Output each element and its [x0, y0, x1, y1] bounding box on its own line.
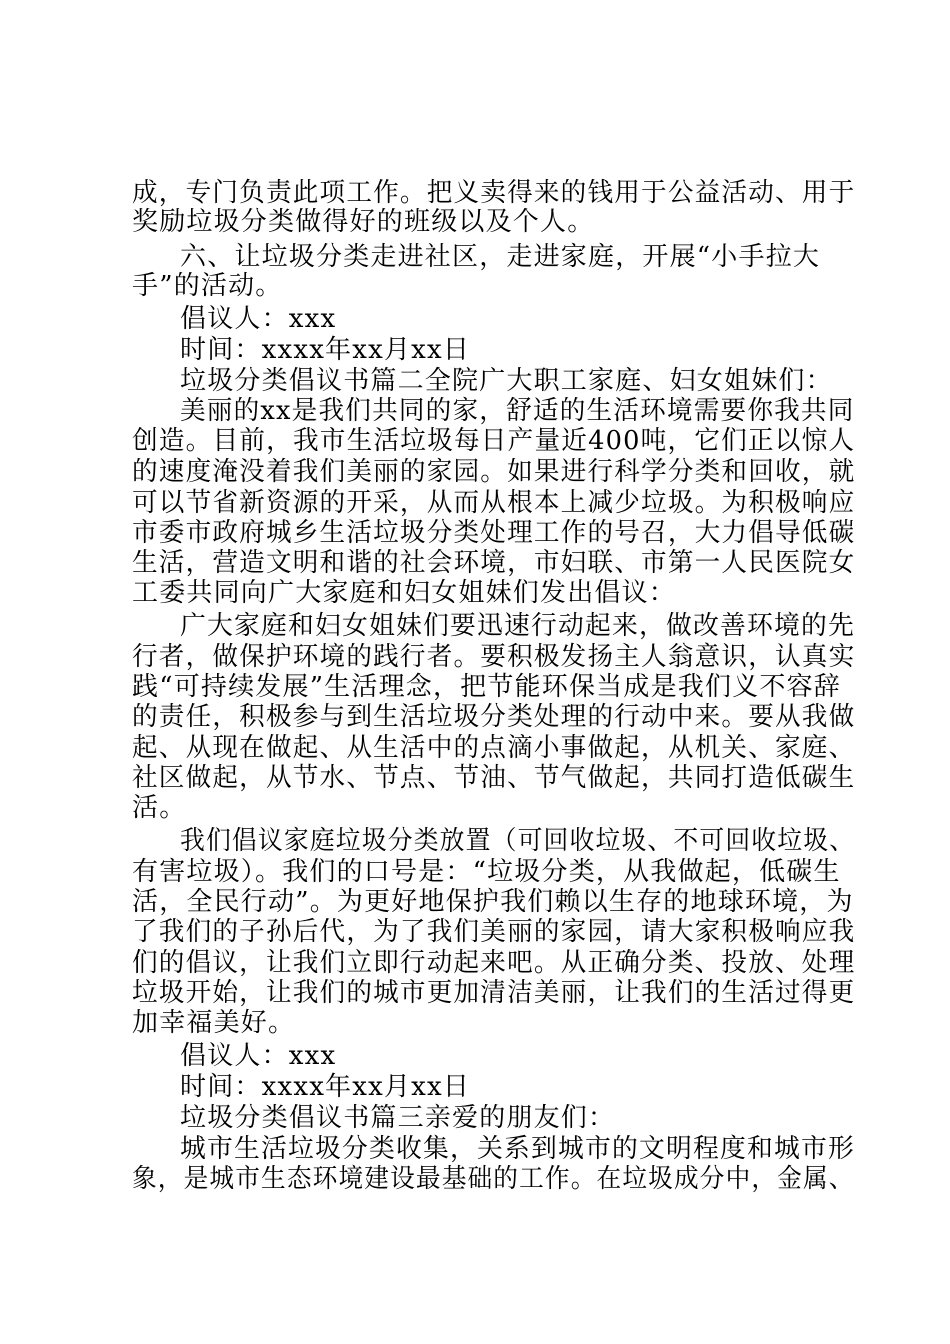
section-heading: 垃圾分类倡议书篇二全院广大职工家庭、妇女姐妹们：: [180, 366, 833, 396]
text-line: 市委市政府城乡生活垃圾分类处理工作的号召，大力倡导低碳: [132, 518, 856, 548]
text-line: 活，全民行动”。为更好地保护我们赖以生存的地球环境，为: [132, 887, 854, 917]
text-line: 的速度淹没着我们美丽的家园。如果进行科学分类和回收，就: [132, 457, 856, 487]
text-line: 们的倡议，让我们立即行动起来吧。从正确分类、投放、处理: [132, 948, 856, 978]
text-line: 我们倡议家庭垃圾分类放置（可回收垃圾、不可回收垃圾、: [180, 826, 856, 856]
text-line: 工委共同向广大家庭和妇女姐妹们发出倡议：: [132, 578, 677, 608]
text-line: 活。: [132, 793, 187, 823]
text-line: 的责任，积极参与到生活垃圾分类处理的行动中来。要从我做: [132, 702, 856, 732]
text-line: 了我们的子孙后代，为了我们美丽的家园，请大家积极响应我: [132, 917, 856, 947]
text-line: 成，专门负责此项工作。把义卖得来的钱用于公益活动、用于: [132, 178, 856, 208]
text-line: 城市生活垃圾分类收集，关系到城市的文明程度和城市形: [180, 1134, 855, 1164]
text-line: 践“可持续发展”生活理念，把节能环保当成是我们义不容辞: [132, 672, 841, 702]
text-line: 加幸福美好。: [132, 1008, 296, 1038]
text-line: 有害垃圾）。我们的口号是：“垃圾分类，从我做起，低碳生: [132, 857, 841, 887]
text-line: 象，是城市生态环境建设最基础的工作。在垃圾成分中，金属、: [132, 1164, 855, 1194]
text-line: 创造。目前，我市生活垃圾每日产量近400吨，它们正以惊人: [132, 426, 856, 456]
section-heading: 垃圾分类倡议书篇三亲爱的朋友们：: [180, 1103, 616, 1133]
text-line: 社区做起，从节水、节点、节油、节气做起，共同打造低碳生: [132, 763, 856, 793]
signatory-line: 倡议人：xxx: [180, 1041, 337, 1071]
text-line: 美丽的xx是我们共同的家，舒适的生活环境需要你我共同: [180, 396, 855, 426]
text-line: 行者，做保护环境的践行者。要积极发扬主人翁意识，认真实: [132, 642, 856, 672]
text-line: 起、从现在做起、从生活中的点滴小事做起，从机关、家庭、: [132, 733, 856, 763]
date-line: 时间：xxxx年xx月xx日: [180, 1072, 471, 1102]
text-line: 垃圾开始，让我们的城市更加清洁美丽，让我们的生活过得更: [132, 978, 856, 1008]
text-line: 六、让垃圾分类走进社区，走进家庭，开展“小手拉大: [180, 242, 821, 272]
text-line: 可以节省新资源的开采，从而从根本上减少垃圾。为积极响应: [132, 488, 856, 518]
date-line: 时间：xxxx年xx月xx日: [180, 335, 471, 365]
text-line: 广大家庭和妇女姐妹们要迅速行动起来，做改善环境的先: [180, 611, 855, 641]
text-line: 生活，营造文明和谐的社会环境，市妇联、市第一人民医院女: [132, 548, 856, 578]
text-line: 奖励垃圾分类做得好的班级以及个人。: [132, 207, 595, 237]
text-line: 手”的活动。: [132, 271, 283, 301]
signatory-line: 倡议人：xxx: [180, 304, 337, 334]
